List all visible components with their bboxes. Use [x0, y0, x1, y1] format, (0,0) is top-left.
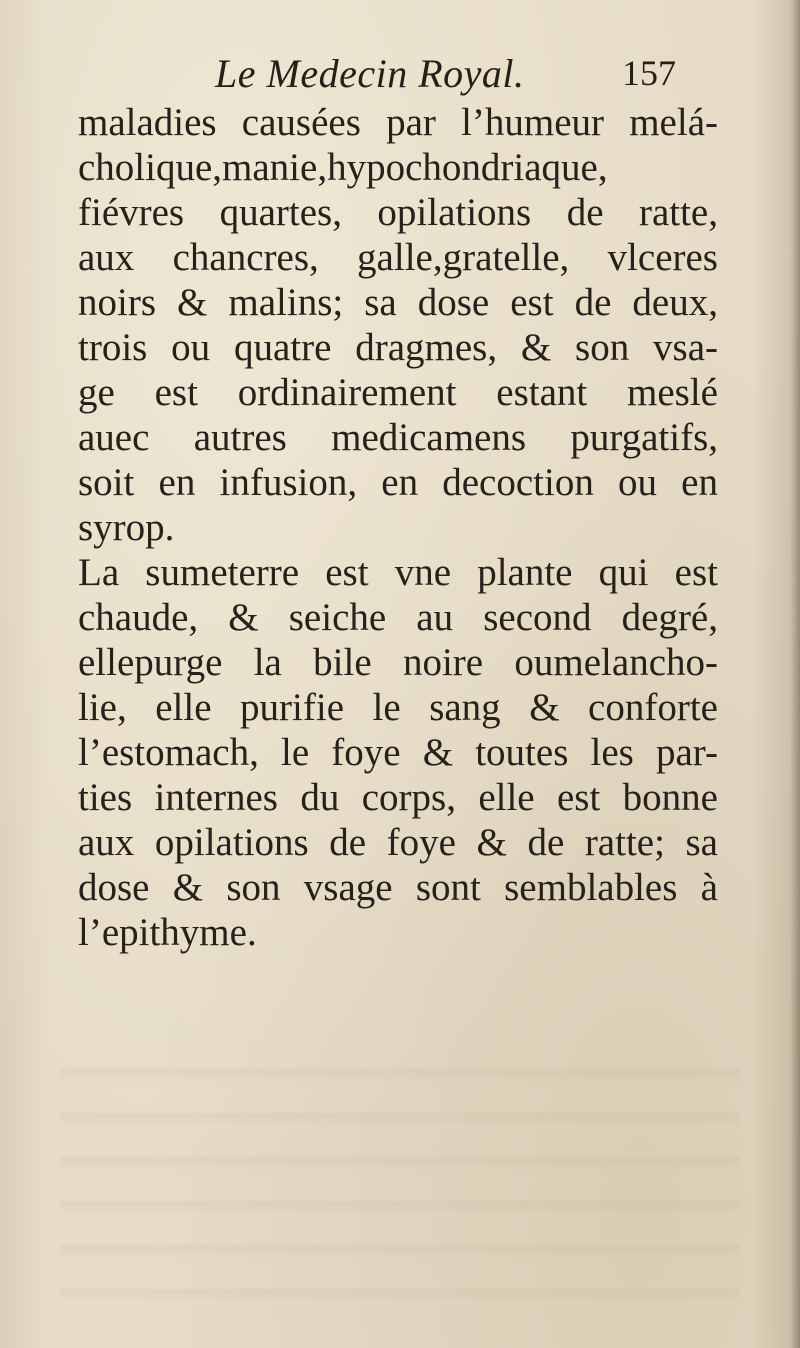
page-edge-shadow: [790, 0, 800, 1348]
text-line: lie, elle purifie le sang & conforte: [78, 686, 718, 729]
text-line: trois ou quatre dragmes, & son vsa-: [78, 326, 718, 369]
text-line: ge est ordinairement estant meslé: [78, 371, 718, 414]
text-line: ties internes du corps, elle est bonne: [78, 776, 718, 819]
text-line: auec autres medicamens purgatifs,: [78, 416, 718, 459]
text-line: soit en infusion, en decoction ou en: [78, 461, 718, 504]
text-line: fiévres quartes, opilations de ratte,: [78, 191, 718, 234]
text-line: La sumeterre est vne plante qui est: [78, 551, 718, 594]
body-text: [78, 100, 718, 955]
text-line: aux chancres, galle,gratelle, vlceres: [78, 236, 718, 279]
text-line: l’epithyme.: [78, 911, 257, 954]
text-line: l’estomach, le foye & toutes les par-: [78, 731, 718, 774]
page-number: 157: [622, 53, 676, 93]
text-line: maladies causées par l’humeur melá-: [78, 101, 718, 144]
text-line: chaude, & seiche au second degré,: [78, 596, 718, 639]
text-line: ellepurge la bile noire oumelancho-: [78, 641, 718, 684]
text-line: syrop.: [78, 506, 175, 549]
text-line: noirs & malins; sa dose est de deux,: [78, 281, 718, 324]
text-line: cholique,manie,hypochondriaque,: [78, 146, 608, 189]
text-line: dose & son vsage sont semblables à: [78, 866, 718, 909]
show-through-texture: [60, 1040, 740, 1300]
running-title: Le Medecin Royal.: [215, 51, 525, 96]
text-line: aux opilations de foye & de ratte; sa: [78, 821, 718, 864]
